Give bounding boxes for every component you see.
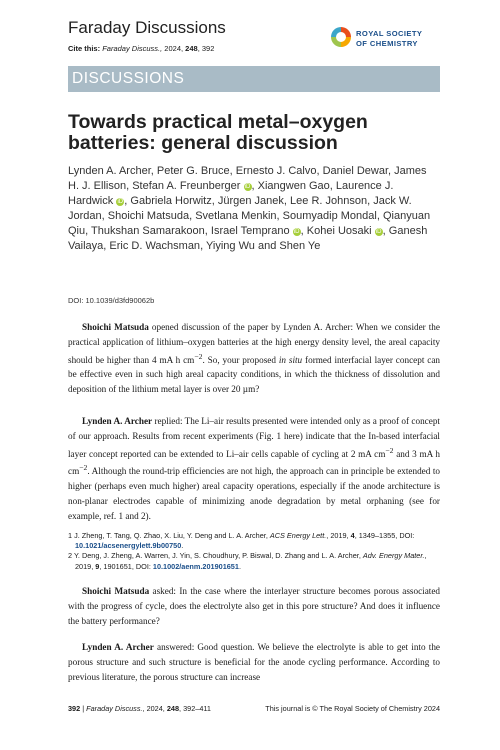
- reference-number: 1: [68, 531, 73, 540]
- paragraph-text: . Although the round-trip efficiencies are not high, the approach can in principle be extended to higher (perhaps even much higher) areal capacity operations, especially if the anode architecture is non-planar electrodes capable of minimizing anode degradation by metal orphaning (see for example, ref. 1 and 2).: [68, 466, 440, 521]
- speaker-name: Shoichi Matsuda: [82, 322, 149, 332]
- logo-line-2: OF CHEMISTRY: [356, 39, 418, 48]
- rsc-logo-mark-icon: [330, 26, 352, 48]
- page-footer: [68, 704, 440, 713]
- section-banner-label: DISCUSSIONS: [72, 70, 185, 87]
- reference-year: , 2019,: [326, 531, 351, 540]
- author-name[interactable]: Thukshan Samarakoon: [91, 225, 205, 237]
- reference-authors: Y. Deng, J. Zheng, A. Warren, J. Yin, S. Choudhury, P. Biswal, D. Zhang and L. A. Archer,: [72, 551, 363, 561]
- author-name[interactable]: Xiangwen Gao: [257, 180, 330, 192]
- citation-line: [68, 44, 214, 53]
- cite-journal: Faraday Discuss.,: [102, 44, 163, 53]
- paragraph-text: opened discussion of the paper by Lynden A. Archer: When we consider the practical application of lithium–oxygen batteries at the high energy density level, the areal capacity should be higher than 4 mA h cm: [68, 322, 440, 365]
- author-name[interactable]: Soumyadip Mondal: [282, 210, 377, 222]
- footer-volume: 248: [166, 704, 180, 713]
- author-name[interactable]: Stefan A. Freunberger: [132, 180, 241, 192]
- reference-pages: , 1901651, DOI:: [99, 561, 153, 571]
- footer-pages: , 392–411: [179, 704, 211, 713]
- author-name[interactable]: Lee R. Johnson: [290, 195, 368, 207]
- reference-end: .: [238, 561, 241, 571]
- author-name[interactable]: Ernesto J. Calvo: [235, 165, 317, 177]
- author-name[interactable]: Shen Ye: [279, 240, 321, 252]
- section-banner: [68, 66, 440, 92]
- author-name[interactable]: Jack W. Jordan: [68, 195, 412, 222]
- orcid-icon[interactable]: iD: [375, 229, 382, 235]
- cite-page: , 392: [197, 44, 215, 53]
- author-name[interactable]: Eric D. Wachsman: [109, 240, 201, 252]
- reference-number: 2: [68, 551, 73, 561]
- reference-end: .: [181, 541, 184, 551]
- paragraph-text: and 3 mA h cm: [68, 448, 440, 477]
- cite-year: 2024,: [162, 44, 184, 53]
- author-name[interactable]: Ganesh Vailaya: [68, 225, 428, 252]
- author-name[interactable]: Lynden A. Archer: [68, 165, 151, 177]
- reference-volume: 4: [350, 531, 355, 540]
- discussion-paragraph: [68, 584, 440, 628]
- speaker-name: Lynden A. Archer: [82, 642, 154, 652]
- logo-line-1: ROYAL SOCIETY: [356, 29, 423, 38]
- footer-journal: Faraday Discuss.: [86, 704, 143, 713]
- author-name[interactable]: Kohei Uosaki: [306, 225, 372, 237]
- orcid-icon[interactable]: iD: [244, 184, 251, 190]
- author-name[interactable]: Jürgen Janek: [217, 195, 284, 207]
- reference-authors: J. Zheng, T. Tang, Q. Zhao, X. Liu, Y. Deng and L. A. Archer,: [72, 531, 270, 540]
- reference-doi-link[interactable]: 10.1021/acsenergylett.9b00750: [75, 541, 182, 551]
- reference-pages: , 1349–1355, DOI:: [354, 531, 415, 540]
- cite-label: Cite this:: [68, 44, 101, 53]
- footer-copyright: This journal is © The Royal Society of Chemistry 2024: [265, 704, 440, 713]
- cite-volume: 248: [183, 44, 198, 53]
- superscript: −2: [79, 463, 88, 473]
- reference-journal: Adv. Energy Mater.: [362, 551, 425, 561]
- discussion-paragraph: [68, 640, 440, 684]
- author-name[interactable]: Qianyuan Qiu: [68, 210, 431, 237]
- author-name[interactable]: Peter G. Bruce: [156, 165, 230, 177]
- reference-doi-link[interactable]: 10.1002/aenm.201901651: [152, 561, 239, 571]
- reference-journal: ACS Energy Lett.: [269, 531, 327, 540]
- author-name[interactable]: Gabriela Horwitz: [130, 195, 212, 207]
- author-name[interactable]: James H. J. Ellison: [68, 165, 427, 192]
- paragraph-text: formed interfacial layer concept can be effective even in such high areal capacity conditions, in which the thickness of dissolution and deposition of the lithium metal layer is over 20 µm?: [68, 354, 441, 395]
- paragraph-text: answered: Good question. We believe the electrolyte is able to get into the porous structure and such structure is beneficial for the anode cycling performance. According to previous literature, the porous structure can increase: [68, 642, 440, 682]
- article-title: Towards practical metal–oxygen batteries: general discussion: [68, 111, 368, 154]
- speaker-name: Lynden A. Archer: [82, 416, 153, 426]
- author-name[interactable]: Yiying Wu: [205, 240, 255, 252]
- discussion-paragraph: [68, 414, 440, 524]
- discussion-paragraph: [68, 320, 440, 397]
- superscript: −2: [385, 445, 394, 455]
- rsc-logo: [330, 26, 440, 52]
- author-name[interactable]: Laurence J. Hardwick: [68, 180, 394, 207]
- author-list: Lynden A. Archer, Peter G. Bruce, Ernesto J. Calvo, Daniel Dewar, James H. J. Ellison, Stefan A. Freunberger iD, Xiangwen Gao, Laurence J. Hardwick iD, Gabriela Horwitz, Jürgen Janek, Lee R. Johnson, Jack W. Jordan, Shoichi Matsuda, Svetlana Menkin, Soumyadip Mondal, Qianyuan Qiu, Thukshan Samarakoon, Israel Temprano iD, Kohei Uosaki iD, Ganesh Vailaya, Eric D. Wachsman, Yiying Wu and Shen Ye: [68, 165, 431, 252]
- reference-year: , 2019,: [75, 551, 427, 571]
- doi: DOI: 10.1039/d3fd90062b: [68, 296, 155, 305]
- reference-item: [68, 551, 440, 571]
- orcid-icon[interactable]: iD: [117, 199, 124, 205]
- author-name[interactable]: Svetlana Menkin: [195, 210, 277, 222]
- speaker-name: Shoichi Matsuda: [82, 586, 150, 596]
- footer-year: , 2024,: [142, 704, 167, 713]
- reference-item: [68, 531, 440, 551]
- reference-list: [68, 531, 440, 572]
- superscript: −2: [194, 351, 203, 361]
- author-name[interactable]: Israel Temprano: [210, 225, 290, 237]
- paragraph-text: asked: In the case where the interlayer structure becomes porous associated with the progress of cycle, does the electrolyte also get in this pore structure? And does it influence the battery performance?: [68, 586, 440, 626]
- page-number: 392: [68, 704, 81, 713]
- orcid-icon[interactable]: iD: [293, 229, 300, 235]
- footer-separator: |: [80, 704, 87, 713]
- journal-name: Faraday Discussions: [68, 18, 226, 37]
- paragraph-text: replied: The Li–air results presented were intended only as a proof of concept of our approach. Results from recent experiments (Fig. 1 here) indicate that the In-based interfacial layer concept reported can be extended to Li–air cells capable of cycling at 2 mA cm: [68, 416, 440, 459]
- author-name[interactable]: Daniel Dewar: [322, 165, 389, 177]
- reference-volume: 9: [95, 561, 100, 571]
- author-joiner: and: [254, 240, 280, 252]
- author-name[interactable]: Shoichi Matsuda: [107, 210, 190, 222]
- paragraph-text: . So, your proposed: [202, 354, 279, 365]
- emphasis-text: in situ: [278, 354, 303, 365]
